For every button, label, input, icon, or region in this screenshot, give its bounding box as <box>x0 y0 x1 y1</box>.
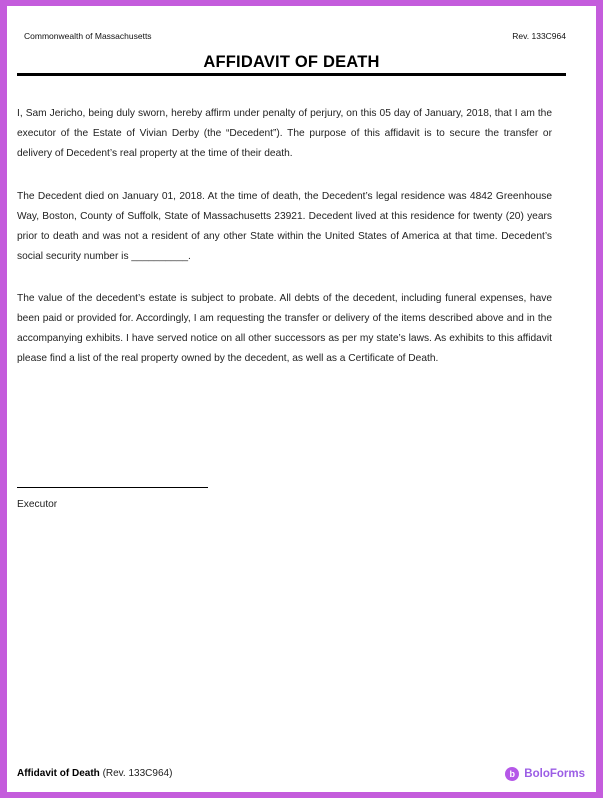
signature-label: Executor <box>17 499 58 510</box>
footer <box>17 768 172 779</box>
revision-label: Rev. 133C964 <box>512 31 566 41</box>
document-page <box>7 6 596 792</box>
brand-logo[interactable] <box>505 767 585 781</box>
paragraph-death-details: The Decedent died on January 01, 2018. At the time of death, the Decedent’s legal residence was 4842 Greenhouse Way, Boston, County of Suffolk, State of Massachusetts 23921. Decedent lived at this residence for twenty (20) years prior to death and was not a resident of any other State within the United States of America at that time. Decedent’s social security number is __________. <box>17 191 552 262</box>
boloforms-icon: b <box>505 767 519 781</box>
paragraph-affirmation: I, Sam Jericho, being duly sworn, hereby affirm under penalty of perjury, on this 05 day of January, 2018, that I am the executor of the Estate of Vivian Derby (the “Decedent”). The purpose of this affidavit is to secure the transfer or delivery of Decedent’s real property at the time of their death. <box>17 108 552 159</box>
jurisdiction-label: Commonwealth of Massachusetts <box>24 31 152 41</box>
footer-revision: (Rev. 133C964) <box>102 768 173 779</box>
footer-doc-title: Affidavit of Death <box>17 768 100 779</box>
paragraph-estate-request: The value of the decedent’s estate is subject to probate. All debts of the decedent, including funeral expenses, have been paid or provided for. Accordingly, I am requesting the transfer or delivery of the items described above and in the accompanying exhibits. I have served notice on all other successors as per my state’s laws. As exhibits to this affidavit please find a list of the real property owned by the decedent, as well as a Certificate of Death. <box>17 293 552 364</box>
title-divider <box>17 73 566 76</box>
brand-name: BoloForms <box>524 768 585 780</box>
document-title: AFFIDAVIT OF DEATH <box>203 53 380 71</box>
signature-line[interactable] <box>17 487 208 488</box>
